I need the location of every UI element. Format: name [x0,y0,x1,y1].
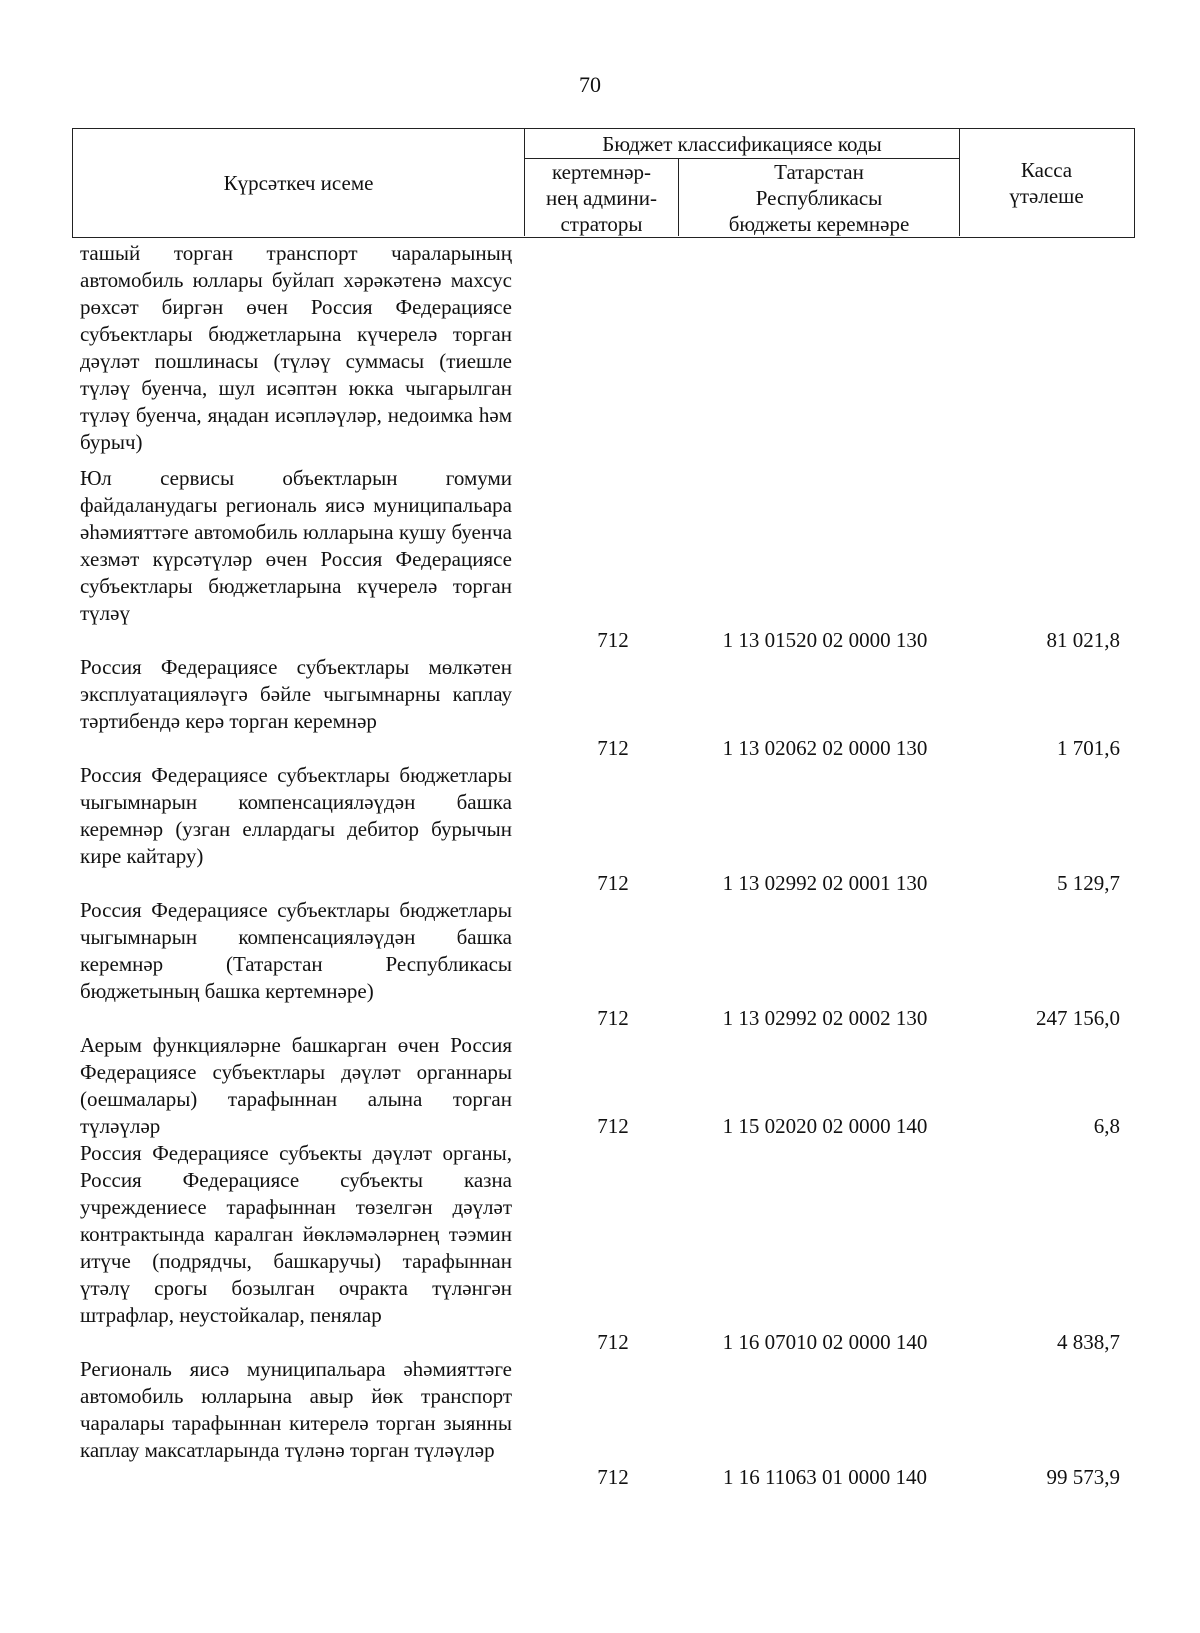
row-admin-code: 712 [597,871,629,895]
row-indicator-name: Россия Федерациясе субъекты дәүләт органы, Россия Федерациясе субъекты казна учреждениесе тарафыннан төзелгән дәүләт контрактында каралган йөкләмәләрнең тәэмин итүче (подрядчы, башкаручы) тарафыннан үтәлү срогы бозылган очракта түләнгән штрафлар, неустойкалар, пенялар [80,1141,512,1327]
row-indicator-name: Аерым функцияләрне башкарган өчен Россия Федерациясе субъектлары дәүләт органнары (оешмалары) тарафыннан алына торган түләүләр [80,1033,512,1138]
row-indicator-name: Россия Федерациясе субъектлары мөлкәтен эксплуатацияләүгә бәйле чыгымнарны каплау тәртибендә керә торган керемнәр [80,655,512,733]
row-classification-code: 1 13 01520 02 0000 130 [722,628,928,652]
table-row [80,1032,1120,1140]
row-indicator-name: Россия Федерациясе субъектлары бюджетлары чыгымнарын компенсацияләүдән башка керемнәр (Татарстан Республикасы бюджетының башка кертемнәре) [80,898,512,1003]
row-classification-code: 1 16 11063 01 0000 140 [723,1465,927,1489]
row-cash-amount: 5 129,7 [1057,871,1120,895]
row-admin-code: 712 [597,1465,629,1489]
table-row [80,465,1120,654]
row-cash-amount: 99 573,9 [1046,1465,1120,1489]
row-indicator-name: Юл сервисы объектларын гомуми файдаланудагы региональ яисә муниципальара әһәмияттәге автомобиль юлларына кушу буенча хезмәт күрсәтүләр өчен Россия Федерациясе субъектлары бюджетларына күчерелә торган түләү [80,466,512,625]
table-header [72,128,1135,238]
row-admin-code: 712 [597,736,629,760]
continuation-text: ташый торган транспорт чараларының автомобиль юллары буйлап хәрәкәтенә махсус рөхсәт биргән өчен Россия Федерациясе субъектлары бюджетларына күчерелә торган дәүләт пошлинасы (түләү суммасы (тиешле түләү буенча, шул исәптән юкка чыгарылган түләү буенча, яңадан исәпләүләр, недоимка һәм бурыч) [80,241,512,454]
row-admin-code: 712 [597,628,629,652]
row-admin-code: 712 [597,1114,629,1138]
row-classification-code: 1 15 02020 02 0000 140 [722,1114,928,1138]
header-republic-budget-revenue: Татарстан Республикасы бюджеты керемнәре [679,159,960,236]
table-row [80,1140,1120,1356]
row-indicator-name: Региональ яисә муниципальара әһәмияттәге автомобиль юлларына авыр йөк транспорт чаралары тарафыннан китерелә торган зыянны каплау максатларында түләнә торган түләүләр [80,1357,512,1462]
row-cash-amount: 1 701,6 [1057,736,1120,760]
table-row [80,897,1120,1032]
table-row [80,762,1120,897]
table-row [80,1356,1120,1491]
row-cash-amount: 247 156,0 [1036,1006,1120,1030]
header-revenue-administrator: кертемнәр- нең админи- страторы [525,159,679,236]
header-budget-classification-code: Бюджет классификациясе коды [525,129,960,159]
row-cash-amount: 4 838,7 [1057,1330,1120,1354]
row-cash-amount: 81 021,8 [1046,628,1120,652]
row-admin-code: 712 [597,1330,629,1354]
page-number: 70 [579,72,601,97]
row-classification-code: 1 13 02992 02 0002 130 [722,1006,928,1030]
table-row [80,654,1120,762]
row-classification-code: 1 13 02992 02 0001 130 [722,871,928,895]
row-indicator-name: Россия Федерациясе субъектлары бюджетлары чыгымнарын компенсацияләүдән башка керемнәр (узган еллардагы дебитор бурычын кире кайтару) [80,763,512,868]
header-indicator-name: Күрсәткеч исеме [73,129,525,236]
row-admin-code: 712 [597,1006,629,1030]
row-classification-code: 1 13 02062 02 0000 130 [722,736,928,760]
header-cash-execution: Касса үтәлеше [1009,157,1084,208]
row-classification-code: 1 16 07010 02 0000 140 [722,1330,928,1354]
row-cash-amount: 6,8 [1093,1114,1120,1138]
